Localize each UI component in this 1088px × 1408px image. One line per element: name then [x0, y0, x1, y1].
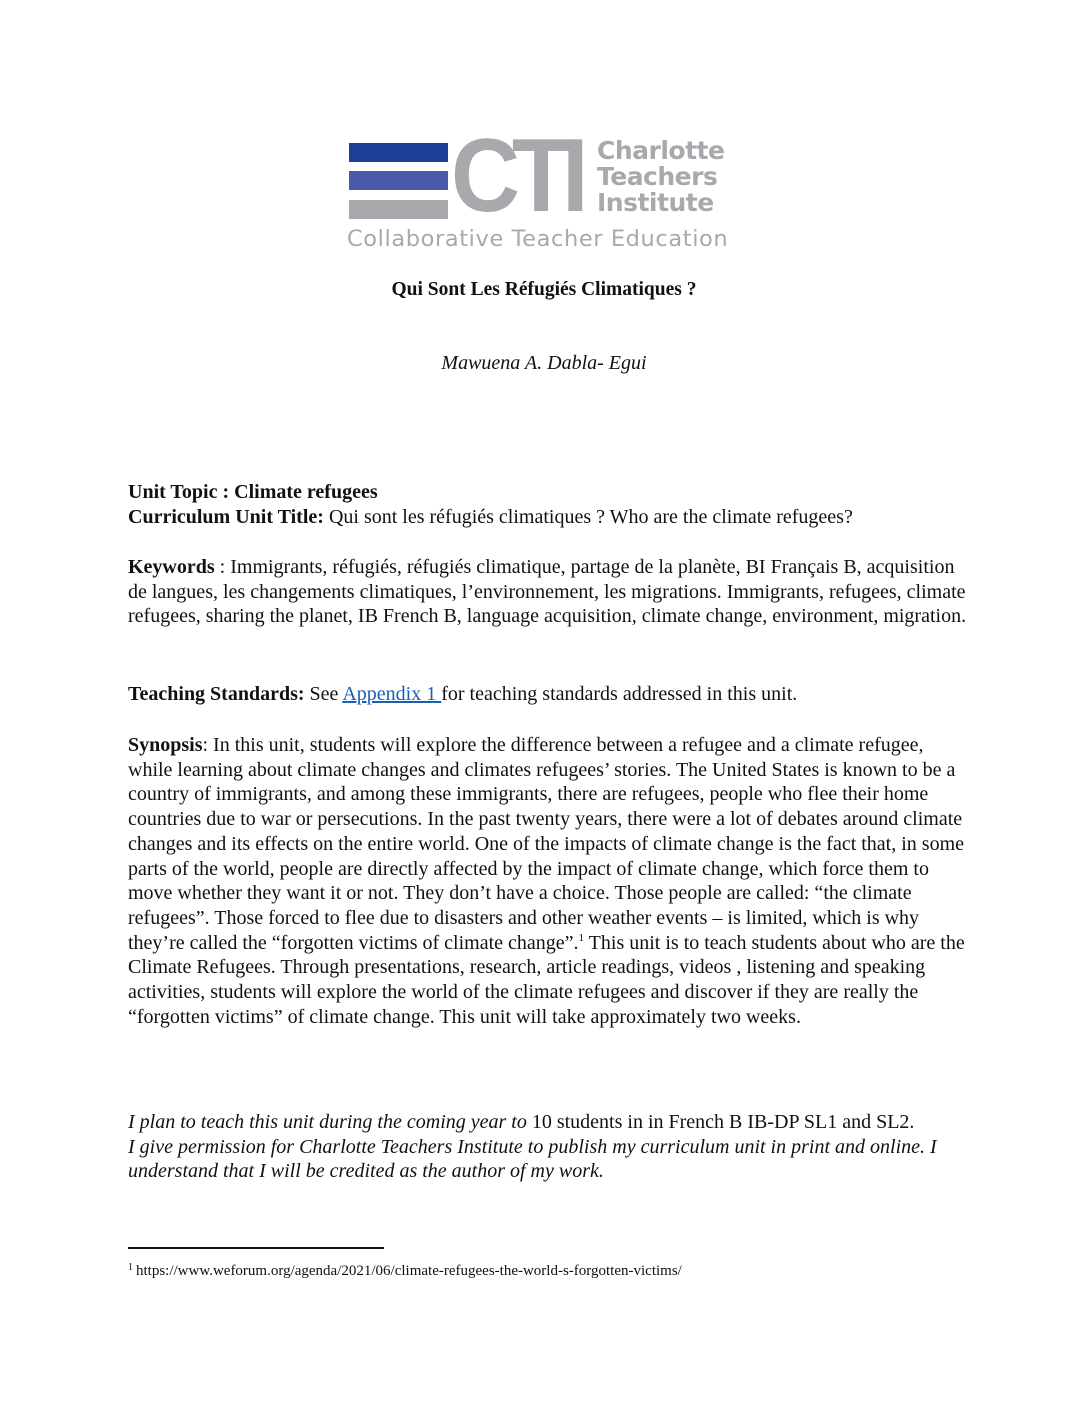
- document-title: Qui Sont Les Réfugiés Climatiques ?: [391, 279, 697, 300]
- keywords-label: Keywords: [128, 556, 215, 578]
- plan-paragraph: [128, 1110, 968, 1135]
- synopsis-text-part-1: : In this unit, students will explore the difference between a refugee and a climate refugee, while learning about climate changes and climates refugees’ stories. The United States is known to be a country of immigrants, and among these immigrants, there are refugees, people who flee their home countries due to war or persecutions. In the past twenty years, there were a lot of debates around climate changes and its effects on the entire world. One of the impacts of climate change is the fact that, in some parts of the world, people are directly affected by the impact of climate change, which force them to move whether they want it or not. They don’t have a choice. Those people are called: “the climate refugees”. Those forced to flee due to disasters and other weather events – is limited, which is why they’re called the “forgotten victims of climate change”.: [128, 734, 965, 954]
- plan-normal-text: 10 students in in French B IB-DP SL1 and SL2.: [526, 1111, 915, 1133]
- logo-bar-middle: [349, 171, 448, 190]
- curriculum-unit-title-label: Curriculum Unit Title:: [128, 505, 324, 528]
- teaching-standards-suffix: for teaching standards addressed in this unit.: [441, 683, 798, 705]
- plan-italic-text: I plan to teach this unit during the coming year to: [128, 1111, 527, 1133]
- unit-topic-label: Unit Topic : Climate refugees: [128, 481, 378, 503]
- synopsis-text-part-2: This unit is to teach students about who are the Climate Refugees. Through presentations, research, article readings, videos , listening and speaking activities, students will explore the world of the climate refugees and discover if they are really the “forgotten victims” of climate change. This unit will take approximately two weeks.: [128, 931, 965, 1028]
- logo-bar-top: [349, 143, 448, 162]
- synopsis-label: Synopsis: [128, 734, 203, 756]
- footnote-number: 1: [128, 1262, 133, 1273]
- teaching-standards-prefix: See: [304, 683, 343, 705]
- logo-name-line: Institute: [597, 188, 714, 217]
- plan-section: [128, 1110, 968, 1184]
- appendix-1-link[interactable]: Appendix 1: [342, 683, 442, 705]
- curriculum-unit-title-value: Qui sont les réfugiés climatiques ? Who are the climate refugees?: [323, 505, 853, 528]
- footnote: [128, 1262, 682, 1280]
- keywords-value: : Immigrants, réfugiés, réfugiés climatique, partage de la planète, BI Français B, acquisition de langues, les changements climatiques, l’environnement, les migrations. Immigrants, refugees, climate refugees, sharing the planet, IB French B, language acquisition, climate change, environment, migration.: [128, 556, 967, 628]
- logo-abbreviation: CTI: [451, 118, 581, 234]
- footnote-url[interactable]: https://www.weforum.org/agenda/2021/06/climate-refugees-the-world-s-forgotten-victims/: [136, 1263, 682, 1279]
- logo-bar-bottom: [349, 200, 448, 219]
- synopsis-section: [128, 733, 968, 1029]
- keywords-paragraph: [128, 555, 968, 629]
- footnote-reference[interactable]: 1: [578, 931, 585, 944]
- logo-organization-name: [597, 138, 724, 216]
- footnote-separator: [128, 1247, 384, 1249]
- permission-statement: I give permission for Charlotte Teachers Institute to publish my curriculum unit in print and online. I understand that I will be credited as the author of my work.: [128, 1135, 937, 1183]
- teaching-standards-label: Teaching Standards:: [128, 683, 305, 705]
- cti-logo: [347, 118, 737, 255]
- unit-info-section: [128, 480, 968, 529]
- logo-name-line: Teachers: [597, 162, 718, 191]
- curriculum-unit-title: [128, 505, 968, 530]
- document-author: Mawuena A. Dabla- Egui: [441, 352, 647, 374]
- unit-topic: [128, 480, 968, 505]
- teaching-standards-section: [128, 682, 968, 707]
- keywords-section: [128, 555, 968, 629]
- teaching-standards-paragraph: [128, 682, 968, 707]
- synopsis-paragraph: [128, 733, 968, 1029]
- logo-name-line: Charlotte: [597, 136, 725, 165]
- logo-tagline: Collaborative Teacher Education: [347, 226, 729, 252]
